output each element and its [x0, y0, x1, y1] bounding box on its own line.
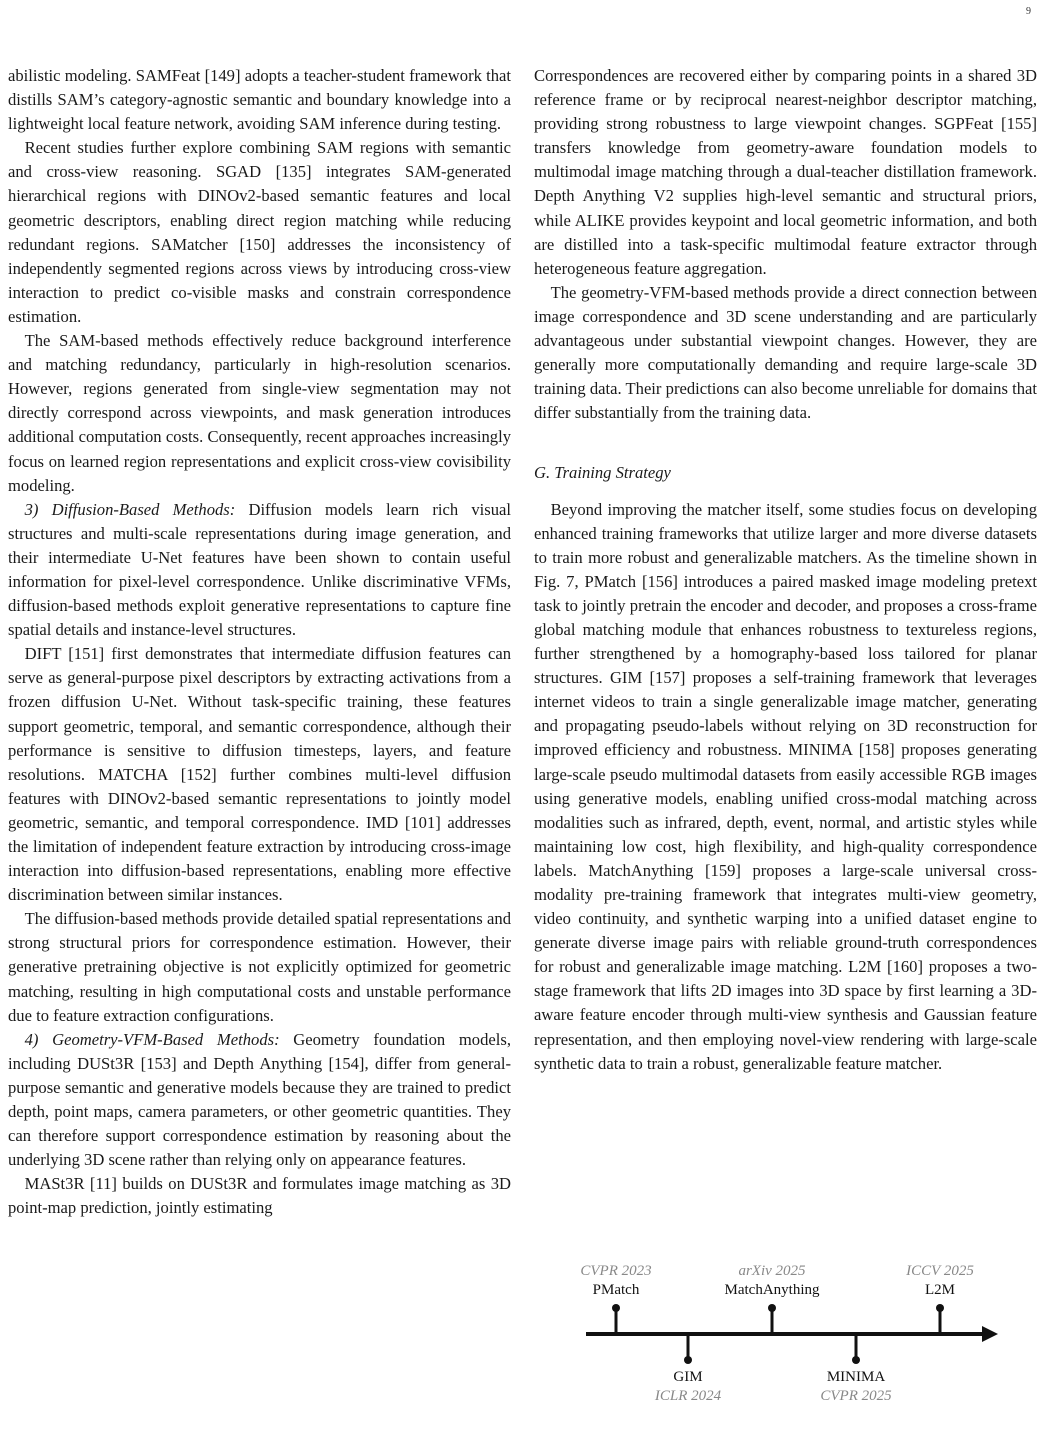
paragraph: Correspondences are recovered either by comparing points in a shared 3D reference frame or by reciprocal nearest-neighbor descriptor matching, providing strong robustness to large viewpoint changes. SGPFeat [155] transfers knowledge from geometry-aware foundation models to multimodal image matching through a dual-teacher distillation framework. Depth Anything V2 supplies high-level semantic and structural priors, while ALIKE provides keypoint and local geometric information, and both are distilled into a task-specific multimodal feature extractor through heterogeneous feature aggregation. [534, 66, 1037, 278]
timeline-venue: CVPR 2025 [820, 1388, 892, 1404]
timeline-dot [852, 1356, 860, 1364]
timeline-venue: ICCV 2025 [906, 1263, 974, 1279]
timeline-method-name: L2M [925, 1282, 955, 1298]
timeline-dot [768, 1304, 776, 1312]
timeline-event [618, 1368, 758, 1406]
timeline-dot [936, 1304, 944, 1312]
paragraph: The geometry-VFM-based methods provide a direct connection between image correspondence and 3D scene understanding and are particularly advantageous under substantial viewpoint changes. However, they are generally more computationally demanding and require large-scale 3D training data. Their predictions can also become unreliable for domains that differ substantially from the training data. [534, 282, 1037, 423]
timeline-dot [612, 1304, 620, 1312]
timeline-venue: ICLR 2024 [654, 1388, 722, 1404]
section-heading: G. Training Strategy [534, 463, 671, 483]
timeline-venue: CVPR 2023 [580, 1263, 652, 1279]
timeline-method-name: GIM [673, 1369, 703, 1385]
paragraph: Beyond improving the matcher itself, some studies focus on developing enhanced training frameworks that utilize larger and more diverse datasets to train more robust and generalizable matchers. As the timeline shown in Fig. 7, PMatch [156] introduces a paired masked image modeling pretext task to jointly pretrain the encoder and decoder, and proposes a cross-frame global matching module that enhances robustness to textureless regions, further strengthened by a homography-based loss tailored for planar structures. GIM [157] proposes a self-training framework that leverages internet videos to train a single generalizable image matcher, generating and propagating pseudo-labels without relying on 3D reconstruction for improved efficiency and robustness. MINIMA [158] proposes generating large-scale pseudo multimodal datasets from easily accessible RGB images using generative models, enabling unified cross-modal matching across modalities such as infrared, depth, event, normal, and artistic styles while maintaining low cost, high flexibility, and high-quality correspondence labels. MatchAnything [159] proposes a large-scale universal cross-modality pre-training framework that integrates multi-view geometry, video continuity, and synthetic warping into a unified dataset engine to generate diverse image pairs with reliable ground-truth correspondences for robust and generalizable image matching. L2M [160] proposes a two-stage framework that lifts 2D images into 3D space by first learning a 3D-aware feature encoder through multi-view synthesis and Gaussian feature representation, and then employing novel-view rendering with large-scale synthetic data to train a robust, generalizable feature matcher. [534, 499, 1037, 1073]
paragraph: Recent studies further explore combining SAM regions with semantic and cross-view reasoning. SGAD [135] integrates SAM-generated hierarchical regions with DINOv2-based semantic features and local geometric descriptors, enabling direct region matching while reducing redundant regions. SAMatcher [150] addresses the inconsistency of independently segmented regions across views by introducing cross-view interaction to predict co-visible masks and constrain correspondence estimation. [8, 138, 511, 326]
timeline-method-name: MatchAnything [724, 1282, 820, 1298]
left-column [8, 64, 511, 1221]
timeline-method-name: PMatch [592, 1282, 640, 1298]
paragraph: MASt3R [11] builds on DUSt3R and formulates image matching as 3D point-map prediction, jointly estimating [8, 1174, 511, 1218]
right-column [534, 64, 1037, 1076]
timeline-dot [684, 1356, 692, 1364]
paragraph: The SAM-based methods effectively reduce background interference and matching redundancy, particularly in high-resolution scenarios. However, regions generated from single-view segmentation may not directly correspond across viewpoints, and mask generation introduces additional computation costs. Consequently, recent approaches increasingly focus on learned region representations and explicit cross-view covisibility modeling. [8, 331, 511, 495]
subsection-paragraph [8, 1028, 511, 1173]
subsection-heading: 3) Diffusion-Based Methods: [24, 499, 236, 519]
timeline-event [702, 1262, 842, 1300]
paragraph: DIFT [151] first demonstrates that intermediate diffusion features can serve as general-purpose pixel descriptors by extracting activations from a frozen diffusion U-Net. Without task-specific training, these features support geometric, temporal, and semantic correspondence, although their performance is sensitive to diffusion timesteps, layers, and feature resolutions. MATCHA [152] further combines multi-level diffusion features with DINOv2-based semantic representations to jointly model geometric, semantic, and temporal correspondence. IMD [101] addresses the limitation of independent feature extraction by introducing cross-image interaction into diffusion-based representations, enabling more effective discrimination between similar instances. [8, 644, 511, 905]
paragraph-text: Diffusion models learn rich visual structures and multi-scale representations during image generation, and their intermediate U-Net features have been shown to contain useful information for pixel-level correspondence. Unlike discriminative VFMs, diffusion-based methods exploit generative representations to capture fine spatial details and instance-level structures. [8, 499, 511, 640]
timeline-event [786, 1368, 926, 1406]
timeline-event [870, 1262, 1010, 1300]
timeline-method-name: MINIMA [826, 1369, 886, 1385]
timeline-arrow [982, 1326, 998, 1342]
subsection-paragraph [8, 498, 511, 643]
paragraph: abilistic modeling. SAMFeat [149] adopts a teacher-student framework that distills SAM’s category-agnostic semantic and boundary knowledge into a lightweight local feature network, avoiding SAM inference during testing. [8, 66, 511, 134]
paragraph-text: Geometry foundation models, including DUSt3R [153] and Depth Anything [154], differ from general-purpose semantic and generative models because they are trained to predict depth, point maps, camera parameters, or other geometric quantities. They can therefore support correspondence estimation by reasoning about the underlying 3D scene rather than relying only on appearance features. [8, 1029, 511, 1170]
paragraph: The diffusion-based methods provide detailed spatial representations and strong structural priors for correspondence estimation. However, their generative pretraining objective is not explicitly optimized for geometric matching, resulting in high computational costs and unstable performance due to feature extraction configurations. [8, 909, 511, 1025]
timeline-event [546, 1262, 686, 1300]
subsection-heading: 4) Geometry-VFM-Based Methods: [24, 1029, 280, 1049]
timeline-figure [534, 1258, 1037, 1418]
page-number: 9 [1026, 6, 1031, 17]
timeline-venue: arXiv 2025 [738, 1263, 806, 1279]
